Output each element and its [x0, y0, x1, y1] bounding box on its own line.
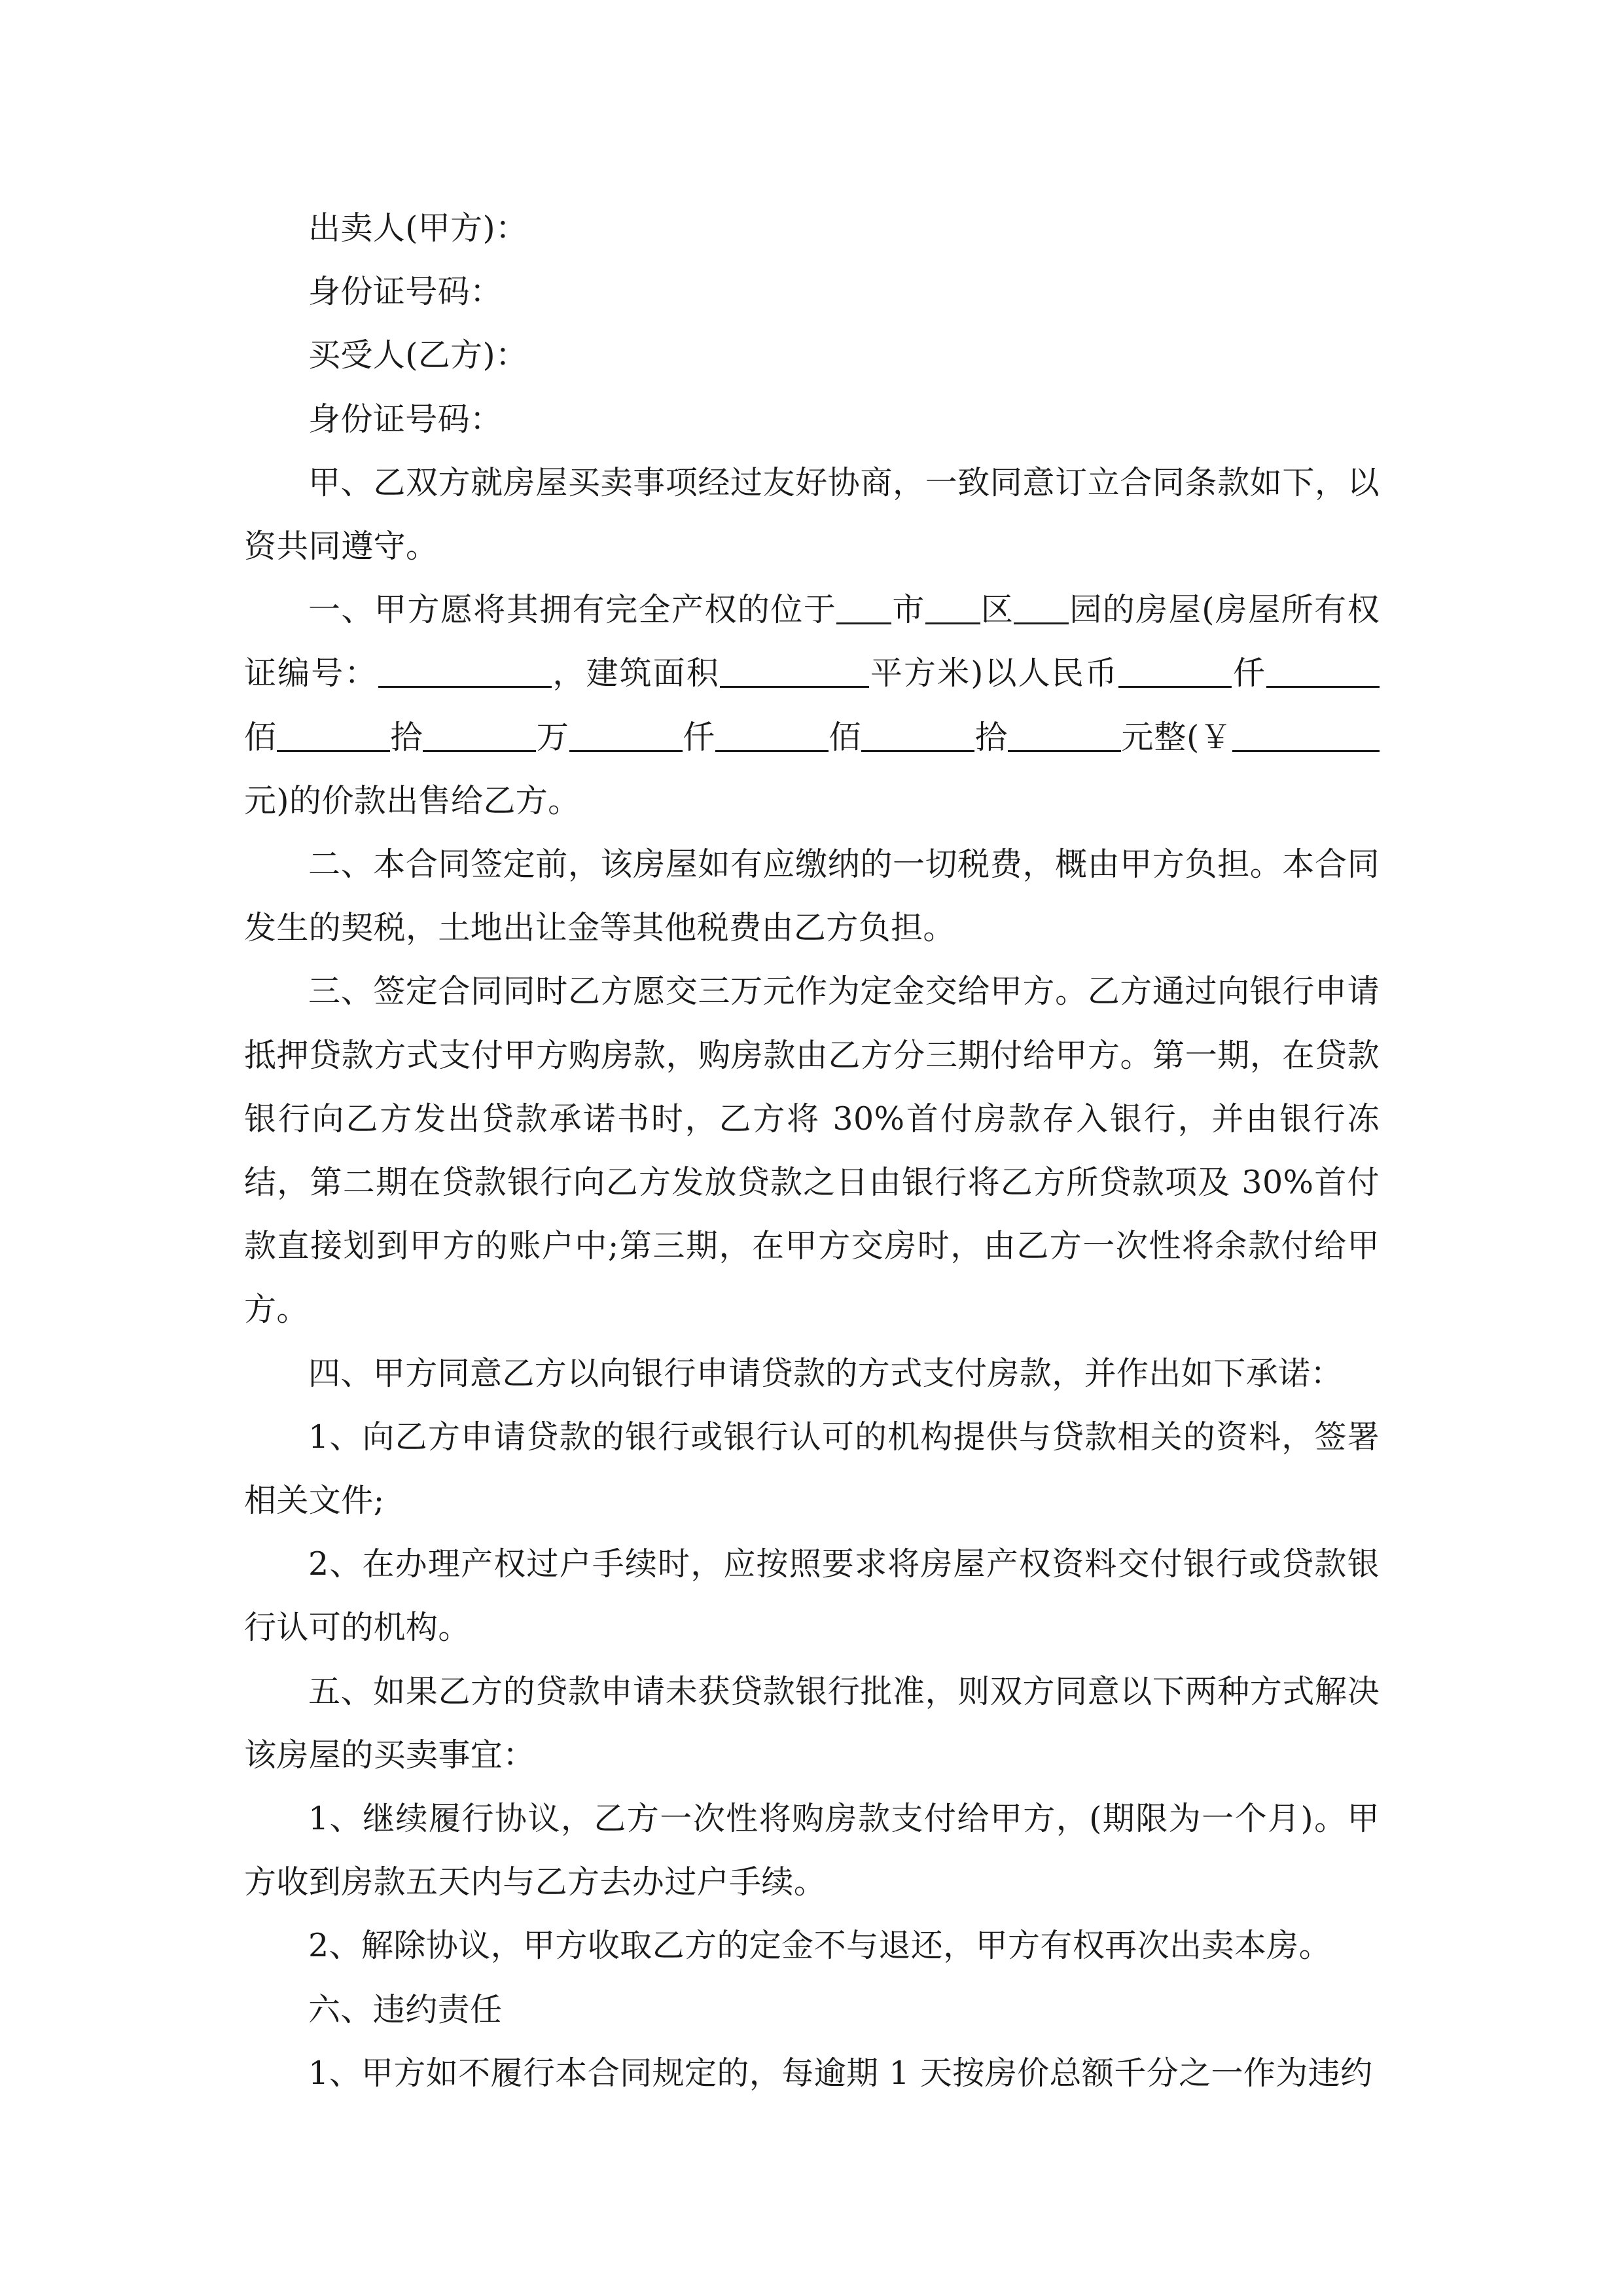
amount-figure-blank: [1232, 717, 1380, 752]
unit-wan: 万: [536, 718, 569, 756]
intro-paragraph: 甲、乙双方就房屋买卖事项经过友好协商，一致同意订立合同条款如下，以资共同遵守。: [244, 463, 1380, 565]
buyer-label: 买受人(乙方)：: [308, 336, 528, 374]
clause-1: [244, 578, 1380, 833]
clause-1-part1: 一、甲方愿将其拥有完全产权的位于: [308, 591, 837, 629]
clause-6-heading: 六、违约责任: [308, 1990, 503, 2028]
unit-bai-1: 佰: [244, 718, 277, 756]
clause-2: 二、本合同签定前，该房屋如有应缴纳的一切税费，概由甲方负担。本合同发生的契税，土地出让金等其他税费由乙方负担。: [244, 846, 1380, 947]
clause-4: 四、甲方同意乙方以向银行申请贷款的方式支付房款，并作出如下承诺：: [308, 1354, 1343, 1392]
clause-1-ending: 的价款出售给乙方。: [289, 781, 580, 819]
clause-4-item-2: 2、在办理产权过户手续时，应按照要求将房屋产权资料交付银行或贷款银行认可的机构。: [244, 1545, 1380, 1647]
seller-id-label: 身份证号码：: [308, 273, 503, 311]
amount-blank-8: [1008, 717, 1121, 752]
amount-blank-3: [277, 717, 390, 752]
unit-yuan-zheng: 元整(￥: [1120, 718, 1233, 756]
amount-blank-6: [715, 717, 829, 752]
unit-shi-2: 拾: [974, 718, 1008, 756]
unit-bai-2: 佰: [829, 718, 862, 756]
city-blank: [836, 590, 891, 624]
unit-shi-1: 拾: [389, 718, 423, 756]
unit-city: 市: [891, 591, 925, 629]
seller-label: 出卖人(甲方)：: [308, 209, 528, 247]
unit-qian-2: 仟: [682, 718, 716, 756]
unit-yuan-close: 元): [244, 781, 289, 819]
amount-blank-7: [861, 717, 974, 752]
area-blank: [720, 653, 869, 688]
amount-blank-2: [1266, 653, 1380, 688]
unit-qian-1: 仟: [1232, 655, 1266, 692]
area-unit: 平方米)以人民币: [869, 655, 1119, 692]
clause-5: 五、如果乙方的贷款申请未获贷款银行批准，则双方同意以下两种方式解决该房屋的买卖事宜：: [244, 1672, 1380, 1774]
amount-blank-5: [569, 717, 683, 752]
clause-5-item-1: 1、继续履行协议，乙方一次性将购房款支付给甲方，(期限为一个月)。甲方收到房款五天内与乙方去办过户手续。: [244, 1800, 1380, 1901]
contract-body: [244, 196, 1380, 2105]
buyer-id-label: 身份证号码：: [308, 400, 503, 438]
clause-5-item-2: 2、解除协议，甲方收取乙方的定金不与退还，甲方有权再次出卖本房。: [308, 1927, 1331, 1965]
clause-3: 三、签定合同同时乙方愿交三万元作为定金交给甲方。乙方通过向银行申请抵押贷款方式支付甲方购房款，购房款由乙方分三期付给甲方。第一期，在贷款银行向乙方发出贷款承诺书时，乙方将 30%首付房款存入银行，并由银行冻结，第二期在贷款银行向乙方发放贷款之日由银行将乙方所贷款项及 30%首付款直接划到甲方的账户中;第三期，在甲方交房时，由乙方一次性将余款付给甲方。: [244, 973, 1380, 1329]
garden-blank: [1014, 590, 1069, 624]
area-label: ，建筑面积: [551, 655, 721, 692]
clause-4-item-1: 1、向乙方申请贷款的银行或银行认可的机构提供与贷款相关的资料，签署相关文件;: [244, 1418, 1380, 1520]
clause-6-item-1: 1、甲方如不履行本合同规定的，每逾期 1 天按房价总额千分之一作为违约: [308, 2054, 1373, 2092]
unit-garden: 园的房屋(房屋所有权证编号：: [244, 591, 1380, 692]
unit-district: 区: [980, 591, 1014, 629]
certificate-number-blank: [378, 653, 552, 688]
amount-blank-4: [423, 717, 536, 752]
district-blank: [925, 590, 980, 624]
amount-blank-1: [1118, 653, 1232, 688]
